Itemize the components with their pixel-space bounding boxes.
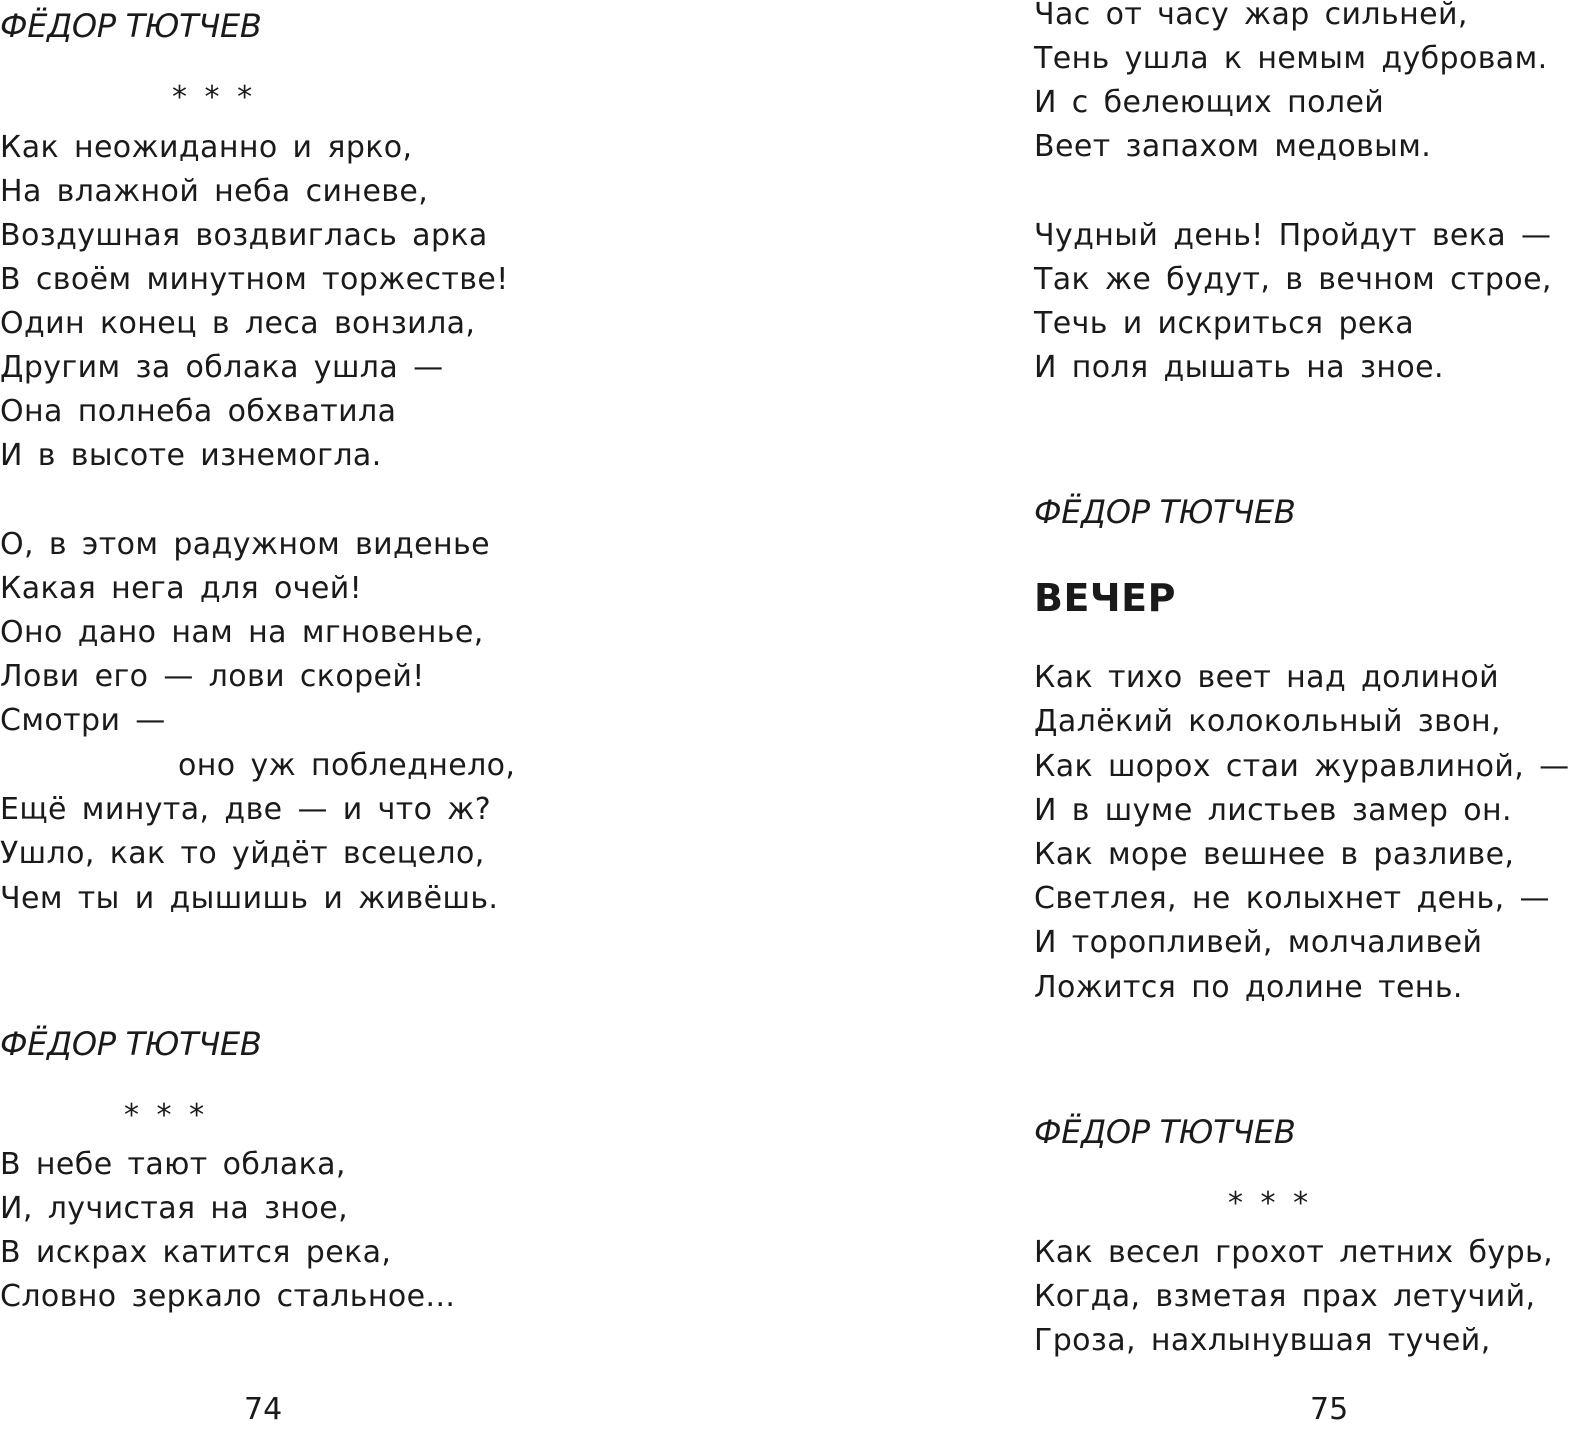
poem-line: Один конец в леса вонзила, [0,306,476,341]
poem-line: Как море вешнее в разливе, [1034,837,1515,872]
poem-line: Ушло, как то уйдёт всецело, [0,836,485,871]
page-number: 75 [1310,1392,1349,1427]
poem-line: Лови его — лови скорей! [0,659,425,694]
poem-line-indented: оно уж побледнело, [178,748,516,783]
poem-line: И поля дышать на зное. [1034,350,1444,385]
poem-line: Другим за облака ушла — [0,350,444,385]
poem-line: В своём минутном торжестве! [0,262,509,297]
poem-line: Чем ты и дышишь и живёшь. [0,881,499,916]
poem-author: ФЁДОР ТЮТЧЕВ [0,7,262,45]
poem-line: Как тихо веет над долиной [1034,660,1500,695]
poem-line: Далёкий колокольный звон, [1034,704,1501,739]
poem-line: И торопливей, молчаливей [1034,925,1483,960]
poem-line: О, в этом радужном виденье [0,527,490,562]
poem-line: Ещё минута, две — и что ж? [0,792,492,827]
poem-line: В небе тают облака, [0,1147,346,1182]
poem-line: Чудный день! Пройдут века — [1034,218,1552,253]
poem-line: Воздушная воздвиглась арка [0,218,488,253]
poem-line: И, лучистая на зное, [0,1191,349,1226]
poem-line: Какая нега для очей! [0,571,363,606]
poem-line: В искрах катится река, [0,1235,392,1270]
poem-line: Она полнеба обхватила [0,394,397,429]
poem-title: ВЕЧЕР [1034,576,1176,620]
poem-line: Когда, взметая прах летучий, [1034,1279,1536,1314]
stanza-separator-stars: * * * [1228,1186,1313,1221]
poem-line: Светлея, не колыхнет день, — [1034,881,1550,916]
poem-line: На влажной неба синеве, [0,174,429,209]
poem-author: ФЁДОР ТЮТЧЕВ [0,1025,262,1063]
poem-line: Так же будут, в вечном строе, [1034,262,1552,297]
left-page [0,0,760,1432]
poem-line: Течь и искриться река [1034,306,1415,341]
stanza-separator-stars: * * * [172,80,257,115]
poem-line: Тень ушла к немым дубровам. [1034,41,1548,76]
stanza-separator-stars: * * * [124,1098,209,1133]
page-number: 74 [244,1392,283,1427]
poem-line: Как шорох стаи журавлиной, — [1034,749,1570,784]
poem-line: Как неожиданно и ярко, [0,130,413,165]
poem-author: ФЁДОР ТЮТЧЕВ [1034,1113,1296,1151]
poem-line: Оно дано нам на мгновенье, [0,615,484,650]
poem-line: Как весел грохот летних бурь, [1034,1235,1554,1270]
poem-line: Гроза, нахлынувшая тучей, [1034,1323,1491,1358]
poem-line: И в высоте изнемогла. [0,438,382,473]
poem-line: Веет запахом медовым. [1034,129,1432,164]
poem-line: Смотри — [0,703,166,738]
poem-line: И в шуме листьев замер он. [1034,793,1512,828]
poem-line: Ложится по долине тень. [1034,970,1463,1005]
poem-line: Словно зеркало стальное... [0,1279,456,1314]
poem-line: Час от часу жар сильней, [1034,0,1468,32]
poem-line: И с белеющих полей [1034,85,1385,120]
poem-author: ФЁДОР ТЮТЧЕВ [1034,493,1296,531]
right-page [1034,0,1574,1432]
